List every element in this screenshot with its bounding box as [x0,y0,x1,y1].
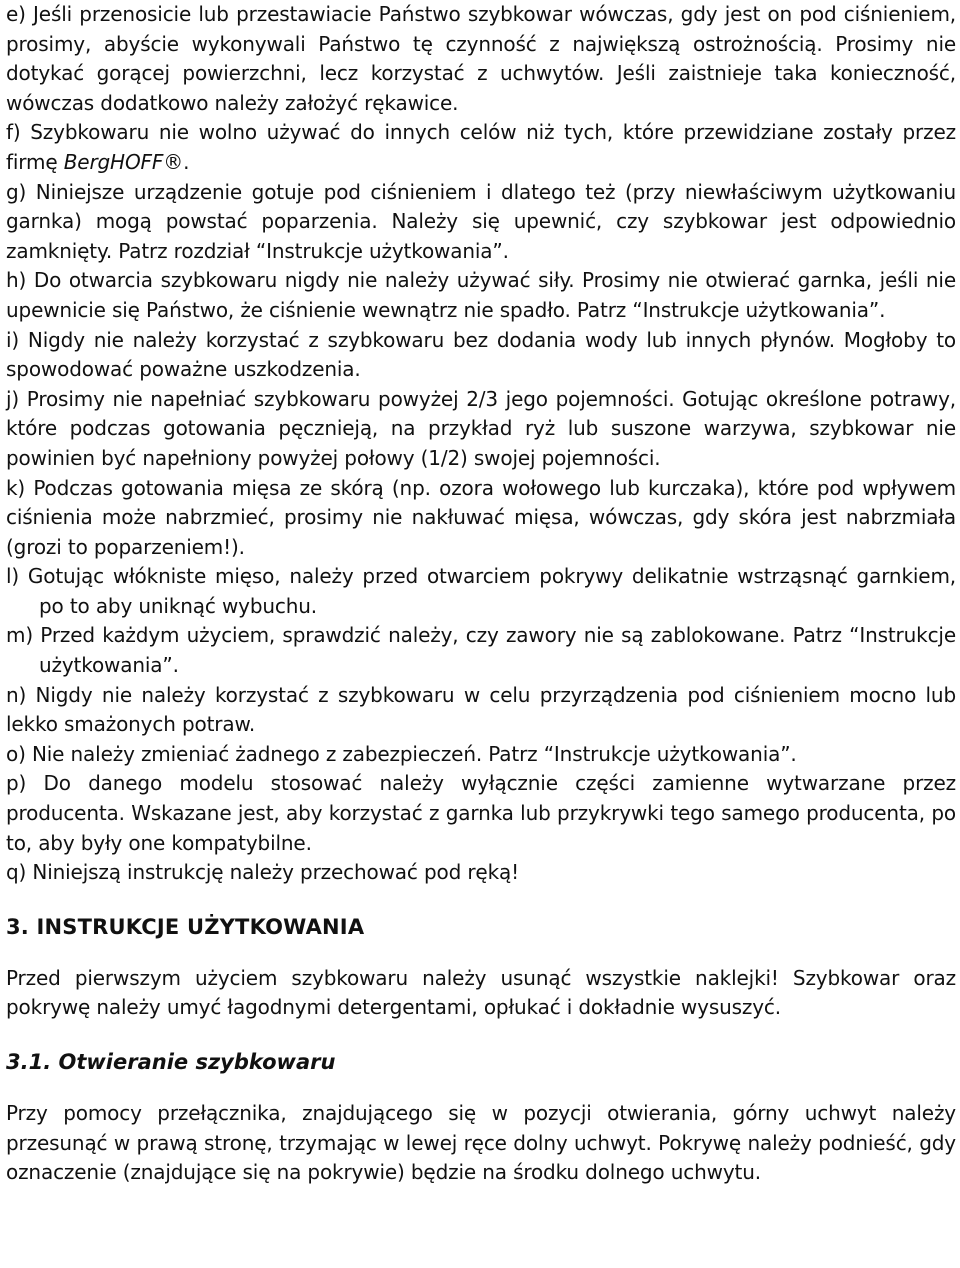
item-n: n) Nigdy nie należy korzystać z szybkowaru w celu przyrządzenia pod ciśnieniem mocno lub lekko smażonych potraw. [6,682,956,737]
item-i: i) Nigdy nie należy korzystać z szybkowaru bez dodania wody lub innych płynów. Mogłoby to spowodować poważne uszkodzenia. [6,327,956,382]
spacer [6,1077,956,1099]
item-o: o) Nie należy zmieniać żadnego z zabezpieczeń. Patrz “Instrukcje użytkowania”. [6,741,797,766]
item-l: l) Gotując włókniste mięso, należy przed otwarciem pokrywy delikatnie wstrząsnąć garnkiem, po to aby uniknąć wybuchu. [6,564,956,618]
item-h: h) Do otwarcia szybkowaru nigdy nie należy używać siły. Prosimy nie otwierać garnka, jeśli nie upewnicie się Państwo, że ciśnienie wewnątrz nie spadło. Patrz “Instrukcje użytkowania”. [6,268,956,322]
item-m: m) Przed każdym użyciem, sprawdzić należy, czy zawory nie są zablokowane. Patrz “Instrukcje użytkowania”. [6,623,956,678]
item-p: p) Do danego modelu stosować należy wyłącznie części zamienne wytwarzane przez producenta. Wskazane jest, aby korzystać z garnka lub przykrywki tego samego producenta, po to, aby były one kompatybilne. [6,771,956,855]
document-page [6,0,956,1188]
item-q: q) Niniejszą instrukcję należy przechować pod ręką! [6,860,519,885]
spacer [6,942,956,964]
section-3-intro: Przed pierwszym użyciem szybkowaru należy usunąć wszystkie naklejki! Szybkowar oraz pokrywę należy umyć łagodnymi detergentami, opłukać i dokładnie wysuszyć. [6,965,956,1020]
item-f [6,118,956,177]
item-e: e) Jeśli przenosicie lub przestawiacie Państwo szybkowar wówczas, gdy jest on pod ciśnieniem, prosimy, abyście wykonywali Państwo tę czynność z największą ostrożnością. Prosimy nie dotykać gorącej powierzchni, lecz korzystać z uchwytów. Jeśli zaistnieje taka konieczność, wówczas dodatkowo należy założyć rękawice. [6,2,956,115]
section-3-1-body: Przy pomocy przełącznika, znajdującego się w pozycji otwierania, górny uchwyt należy przesunąć w prawą stronę, trzymając w lewej ręce dolny uchwyt. Pokrywę należy podnieść, gdy oznaczenie (znajdujące się na pokrywie) będzie na środku dolnego uchwytu. [6,1101,956,1185]
item-k: k) Podczas gotowania mięsa ze skórą (np. ozora wołowego lub kurczaka), które pod wpływem ciśnienia może nabrzmieć, prosimy nie nakłuwać mięsa, wówczas, gdy skóra jest nabrzmiała (grozi to poparzeniem!). [6,475,956,559]
registered-mark: ®. [163,149,190,174]
section-3-heading: 3. INSTRUKCJE UŻYTKOWANIA [6,914,365,939]
item-f-text: f) Szybkowaru nie wolno używać do innych celów niż tych, które przewidziane zostały przez firmę [6,120,956,174]
item-j: j) Prosimy nie napełniać szybkowaru powyżej 2/3 jego pojemności. Gotując określone potrawy, które podczas gotowania pęcznieją, na przykład ryż lub suszone warzywa, szybkowar nie powinien być napełniony powyżej połowy (1/2) swojej pojemności. [6,386,956,470]
item-g: g) Niniejsze urządzenie gotuje pod ciśnieniem i dlatego też (przy niewłaściwym użytkowaniu garnka) mogą powstać poparzenia. Należy się upewnić, czy szybkowar jest odpowiednio zamknięty. Patrz rozdział “Instrukcje użytkowania”. [6,179,956,263]
brand-name: BergHOFF [63,149,164,174]
section-3-1-heading: 3.1. Otwieranie szybkowaru [6,1050,336,1074]
spacer [6,1023,956,1047]
spacer [6,888,956,912]
